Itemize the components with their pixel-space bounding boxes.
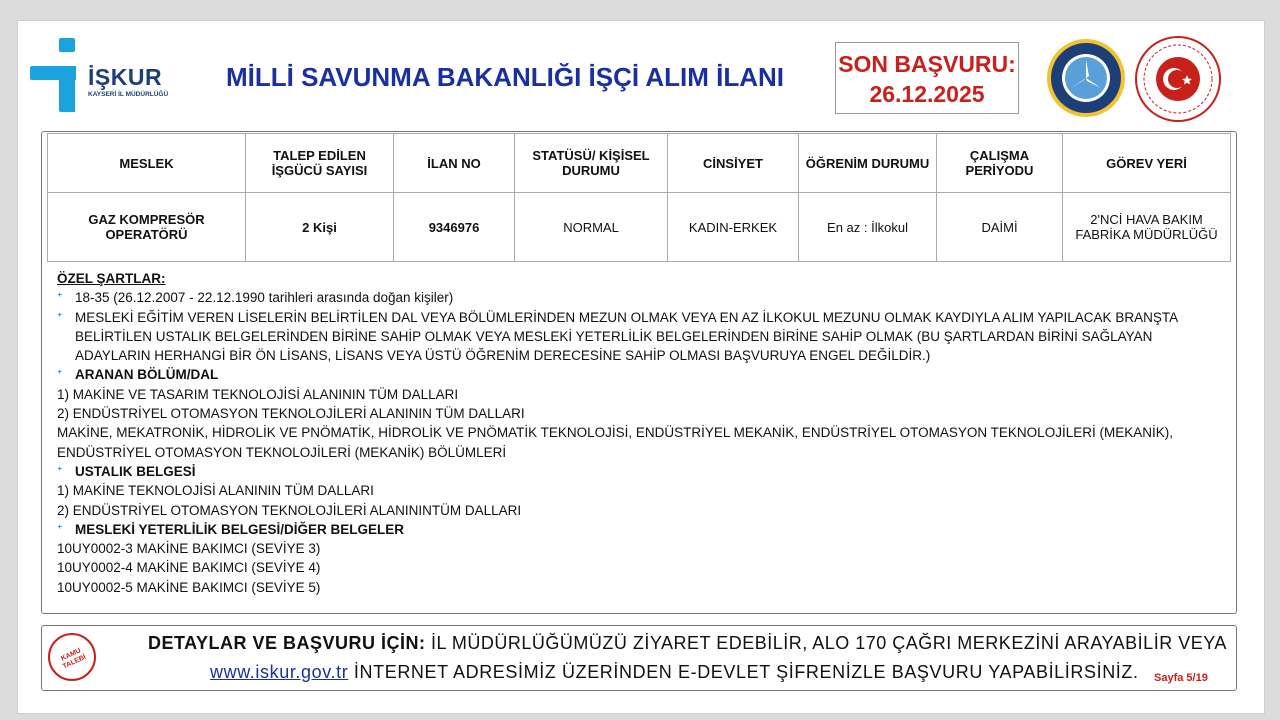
- list-item: 10UY0002-3 MAKİNE BAKIMCI (SEVİYE 3): [57, 541, 321, 557]
- cell-gorev-yeri: 2'NCİ HAVA BAKIM FABRİKA MÜDÜRLÜĞÜ: [1063, 193, 1231, 262]
- deadline-date: 26.12.2025: [869, 81, 985, 107]
- page-number: Sayfa 5/19: [1154, 672, 1208, 684]
- col-header: TALEP EDİLEN İŞGÜCÜ SAYISI: [246, 134, 394, 193]
- special-conditions: [57, 269, 1217, 597]
- cell-periyot: DAİMİ: [937, 193, 1063, 262]
- list-item: MAKİNE, MEKATRONİK, HİDROLİK VE PNÖMATİK, HİDROLİK VE PNÖMATİK TEKNOLOJİSİ, ENDÜSTRİYEL MEKANİK, ENDÜSTRİYEL OTOMASYON TEKNOLOJİLERİ (MEKANİK), ENDÜSTRİYEL OTOMASYON TEKNOLOJİLERİ (MEKANİK) BÖLÜMLERİ: [57, 425, 1173, 460]
- footer-line-1-text: İL MÜDÜRLÜĞÜMÜZÜ ZİYARET EDEBİLİR, ALO 170 ÇAĞRI MERKEZİNİ ARAYABİLİR VEYA: [425, 633, 1227, 653]
- logo-subtitle: KAYSERİ İL MÜDÜRLÜĞÜ: [88, 91, 169, 98]
- hava-bakim-seal-icon: [1046, 38, 1126, 118]
- section-heading: ᐩ ARANAN BÖLÜM/DAL: [57, 365, 1217, 384]
- specs-title: ÖZEL ŞARTLAR:: [57, 271, 166, 286]
- col-header: ÖĞRENİM DURUMU: [799, 134, 937, 193]
- footer-line-2-text: İNTERNET ADRESİMİZ ÜZERİNDEN E-DEVLET ŞİFRENİZLE BAŞVURU YAPABİLİRSİNİZ.: [348, 662, 1139, 682]
- col-header: İLAN NO: [394, 134, 515, 193]
- list-item: ᐩ MESLEKİ EĞİTİM VEREN LİSELERİN BELİRTİLEN DAL VEYA BÖLÜMLERİNDEN MEZUN OLMAK VEYA EN AZ İLKOKUL MEZUNU OLMAK KAYDIYLA ALIM YAPILACAK BRANŞTA BELİRTİLEN USTALIK BELGELERİNDEN BİRİNE SAHİP OLMAK VEYA MESLEKİ YETERLİLİK BELGELERİNDEN BİRİNE SAHİP OLMAK (BU ŞARTLARDAN BİRİNİ SAĞLAYAN ADAYLARIN HERHANGİ BİR ÖN LİSANS, LİSANS VEYA ÜSTÜ ÖĞRENİM DERECESİNE SAHİP OLMASI BAŞVURUYA ENGEL DEĞİLDİR.): [57, 308, 1217, 366]
- iskur-logo-icon: [30, 38, 76, 112]
- list-item: ᐩ 18-35 (26.12.2007 - 22.12.1990 tarihleri arasında doğan kişiler): [57, 288, 1217, 307]
- deadline-label: SON BAŞVURU:: [838, 51, 1016, 77]
- iskur-logo: [30, 38, 180, 114]
- cell-ilan-no: 9346976: [394, 193, 515, 262]
- cell-sayi: 2 Kişi: [246, 193, 394, 262]
- job-table: [47, 133, 1231, 262]
- bullet-icon: ᐩ: [57, 309, 63, 325]
- section-heading: ᐩ USTALIK BELGESİ: [57, 462, 1217, 481]
- col-header: STATÜSÜ/ KİŞİSEL DURUMU: [515, 134, 668, 193]
- bullet-icon: ᐩ: [57, 367, 63, 383]
- page-title: MİLLİ SAVUNMA BAKANLIĞI İŞÇİ ALIM İLANI: [226, 62, 784, 92]
- list-item: 1) MAKİNE VE TASARIM TEKNOLOJİSİ ALANININ TÜM DALLARI: [57, 386, 459, 402]
- footer-line-2: [210, 662, 1139, 683]
- iskur-website-link[interactable]: www.iskur.gov.tr: [210, 662, 349, 682]
- list-item: 10UY0002-5 MAKİNE BAKIMCI (SEVİYE 5): [57, 579, 321, 595]
- deadline-box: [835, 42, 1019, 114]
- section-heading: ᐩ MESLEKİ YETERLİLİK BELGESİ/DİĞER BELGELER: [57, 520, 1217, 539]
- cell-statu: NORMAL: [515, 193, 668, 262]
- cell-cinsiyet: KADIN-ERKEK: [668, 193, 799, 262]
- col-header: GÖREV YERİ: [1063, 134, 1231, 193]
- msb-seal-icon: [1135, 36, 1221, 122]
- bullet-icon: ᐩ: [57, 290, 63, 306]
- footer-line-1: [148, 633, 1227, 654]
- table-header-row: [48, 134, 1231, 193]
- list-item: 2) ENDÜSTRİYEL OTOMASYON TEKNOLOJİLERİ ALANININ TÜM DALLARI: [57, 406, 525, 422]
- bullet-icon: ᐩ: [57, 463, 63, 479]
- col-header: CİNSİYET: [668, 134, 799, 193]
- logo-name: İŞKUR: [88, 64, 163, 90]
- kamu-talebi-badge: KAMU TALEBİ: [48, 633, 96, 681]
- table-row: [48, 193, 1231, 262]
- col-header: MESLEK: [48, 134, 246, 193]
- cell-ogrenim: En az : İlkokul: [799, 193, 937, 262]
- list-item: 1) MAKİNE TEKNOLOJİSİ ALANININ TÜM DALLARI: [57, 483, 374, 499]
- col-header: ÇALIŞMA PERİYODU: [937, 134, 1063, 193]
- bullet-icon: ᐩ: [57, 521, 63, 537]
- cell-meslek: GAZ KOMPRESÖR OPERATÖRÜ: [48, 193, 246, 262]
- footer-lead: DETAYLAR VE BAŞVURU İÇİN:: [148, 633, 426, 653]
- list-item: 2) ENDÜSTRİYEL OTOMASYON TEKNOLOJİLERİ ALANININTÜM DALLARI: [57, 502, 522, 518]
- list-item: 10UY0002-4 MAKİNE BAKIMCI (SEVİYE 4): [57, 560, 321, 576]
